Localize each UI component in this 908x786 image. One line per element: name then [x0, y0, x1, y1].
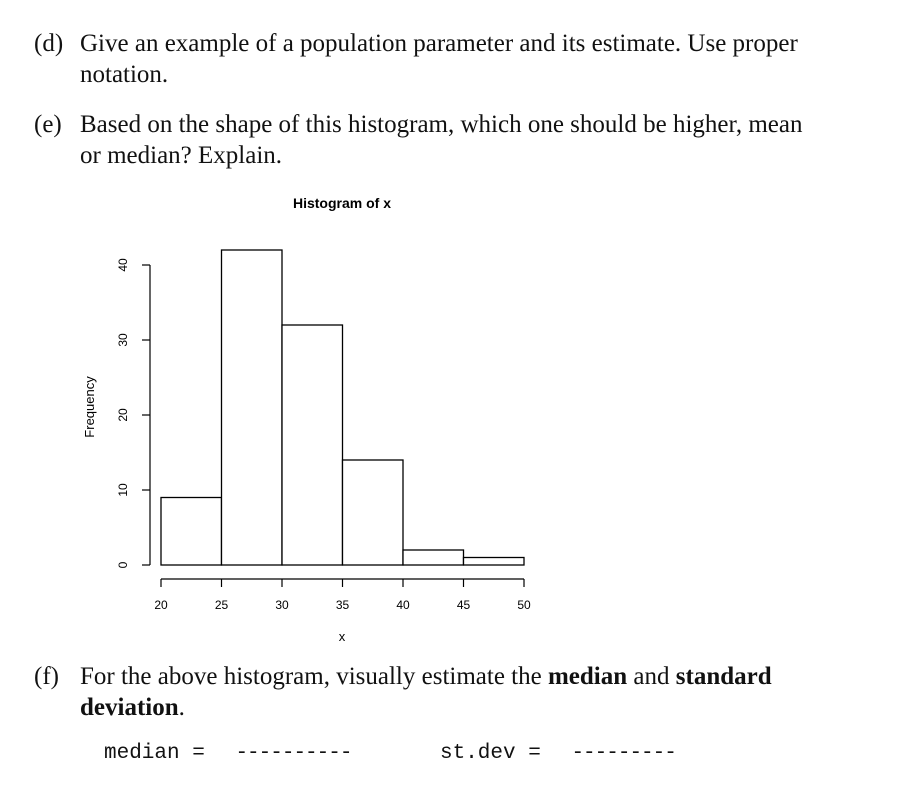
- x-tick-label-45: 45: [456, 598, 471, 612]
- y-axis-label: Frequency: [82, 376, 97, 438]
- median-answer: [104, 742, 351, 765]
- stdev-answer: [440, 742, 676, 765]
- histogram-bar-35-40: [343, 460, 404, 565]
- x-axis: [154, 579, 531, 612]
- question-f-text-before: For the above histogram, visually estimate the: [80, 663, 548, 690]
- question-f-text-mid: and: [627, 663, 676, 690]
- y-tick-label-10: 10: [116, 483, 130, 497]
- x-tick-label-30: 30: [275, 598, 289, 612]
- question-d-label: (d): [34, 30, 64, 57]
- question-f-median-term: median: [547, 663, 628, 690]
- y-axis: [116, 258, 150, 568]
- question-e-label: (e): [34, 111, 62, 138]
- histogram-bars: [161, 250, 524, 565]
- question-f-text: [80, 661, 820, 723]
- y-tick-label-40: 40: [116, 258, 130, 272]
- histogram-bar-25-30: [222, 250, 283, 565]
- question-f-text-after: .: [178, 694, 185, 721]
- chart-title: Histogram of x: [292, 195, 392, 211]
- question-f-label: (f): [34, 663, 59, 690]
- question-d-text: Give an example of a population parameter and its estimate. Use proper notation.: [80, 30, 798, 88]
- y-tick-label-0: 0: [116, 561, 130, 569]
- histogram-bar-20-25: [161, 498, 222, 566]
- median-blank[interactable]: ----------: [235, 742, 352, 765]
- question-f-sd-term: standard deviation: [80, 663, 772, 721]
- histogram-bar-30-35: [282, 325, 343, 565]
- y-tick-label-20: 20: [116, 408, 130, 422]
- x-tick-label-35: 35: [335, 598, 350, 612]
- histogram-bar-40-45: [403, 550, 464, 565]
- x-tick-label-25: 25: [214, 598, 229, 612]
- x-tick-label-40: 40: [396, 598, 410, 612]
- stdev-label: st.dev =: [440, 742, 541, 765]
- x-tick-label-20: 20: [154, 598, 168, 612]
- stdev-blank[interactable]: ---------: [571, 742, 676, 765]
- y-tick-label-30: 30: [116, 333, 130, 347]
- x-axis-label: x: [338, 629, 346, 644]
- x-tick-label-50: 50: [517, 598, 531, 612]
- median-label: median =: [104, 742, 205, 765]
- histogram-chart: [70, 185, 550, 655]
- question-e-text: Based on the shape of this histogram, which one should be higher, mean or median? Explain.: [80, 111, 803, 169]
- histogram-bar-45-50: [464, 558, 525, 566]
